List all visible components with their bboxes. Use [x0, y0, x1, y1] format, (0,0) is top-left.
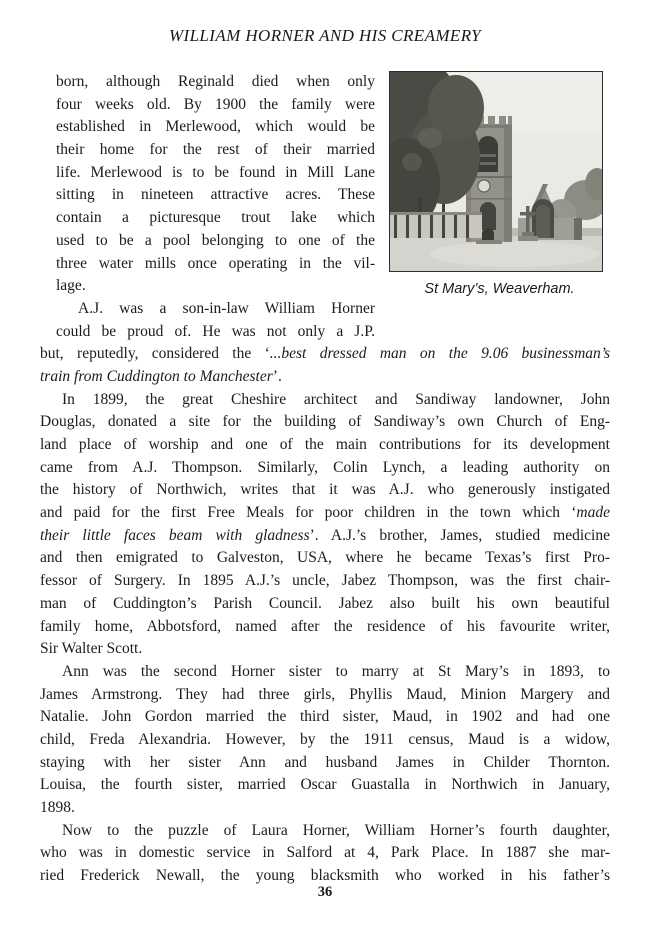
text-line: contain a picturesque trout lake which [56, 209, 375, 227]
text-line: their little faces beam with gladness’. A.J.’s brother, James, studied medicine [40, 526, 610, 544]
text-line: land place of worship and one of the main contributions for its development [40, 436, 610, 453]
church-photo-illustration [390, 72, 602, 271]
text-column [40, 71, 375, 343]
text-line: but, reputedly, considered the ‘...best dressed man on the 9.06 businessman’s [40, 345, 610, 363]
figure-column [375, 71, 610, 343]
text-line: used to be a pool belonging to one of the [56, 231, 375, 249]
fence [390, 212, 482, 238]
text-line: born, although Reginald died when only [56, 73, 375, 90]
text-line: In 1899, the great Cheshire architect and Sandiway landowner, John [62, 390, 610, 408]
page-number: 36 [317, 884, 333, 900]
text-line: Sir Walter Scott. [40, 640, 143, 658]
text-line: sitting in nineteen attractive acres. These [56, 186, 375, 204]
church-photo [389, 71, 603, 272]
full-width-text-block [40, 343, 610, 888]
text-line: fessor of Surgery. In 1895 A.J.’s uncle, Jabez Thompson, was the first chair- [40, 572, 610, 590]
text-line: and then emigrated to Galveston, USA, where he became Texas’s first Pro- [40, 549, 610, 567]
photo-caption: St Mary’s, Weaverham. [424, 281, 575, 297]
text-line: Douglas, donated a site for the building of Sandiway’s own Church of Eng- [40, 413, 610, 431]
text-line: Now to the puzzle of Laura Horner, William Horner’s fourth daughter, [62, 821, 610, 839]
text-line: train from Cuddington to Manchester’. [40, 367, 282, 385]
text-line: life. Merlewood is to be found in Mill Lane [56, 163, 375, 181]
page-body [40, 71, 610, 888]
text-line: three water mills once operating in the vil- [56, 254, 375, 272]
text-line: 1898. [40, 799, 75, 816]
text-line: who was in domestic service in Salford at 4, Park Place. In 1887 she mar- [40, 844, 610, 862]
photo-figure [389, 71, 610, 297]
text-line: man of Cuddington’s Parish Council. Jabez also built his own beautiful [40, 594, 610, 612]
text-line: child, Freda Alexandria. However, by the 1911 census, Maud is a widow, [40, 730, 610, 748]
text-line: James Armstrong. They had three girls, Phyllis Maud, Minion Margery and [40, 685, 610, 703]
text-line: Natalie. John Gordon married the third sister, Maud, in 1902 and had one [40, 708, 610, 726]
text-line: could be proud of. He was not only a J.P. [56, 322, 375, 340]
text-line: Ann was the second Horner sister to marry at St Mary’s in 1893, to [62, 662, 610, 680]
text-line: and paid for the first Free Meals for poor children in the town which ‘made [40, 504, 610, 522]
text-line: came from A.J. Thompson. Similarly, Colin Lynch, a leading authority on [40, 458, 610, 476]
wrapped-text-region [40, 71, 610, 343]
text-line: four weeks old. By 1900 the family were [56, 95, 375, 113]
text-line: staying with her sister Ann and husband James in Childer Thornton. [40, 753, 610, 771]
page-header-title: WILLIAM HORNER AND HIS CREAMERY [168, 26, 482, 45]
gate-pillar [574, 218, 582, 240]
text-line: family home, Abbotsford, named after the residence of his favourite writer, [40, 617, 610, 635]
text-line: their home for the rest of their married [56, 141, 375, 159]
text-line: lage. [56, 277, 86, 295]
text-line: established in Merlewood, which would be [56, 118, 375, 136]
text-line: the history of Northwich, writes that it was A.J. who generously instigated [40, 481, 610, 499]
text-line: ried Frederick Newall, the young blacksmith who worked in his father’s [40, 867, 610, 885]
text-line: Louisa, the fourth sister, married Oscar Guastalla in Northwich in January, [40, 776, 610, 794]
text-line: A.J. was a son-in-law William Horner [78, 299, 375, 317]
